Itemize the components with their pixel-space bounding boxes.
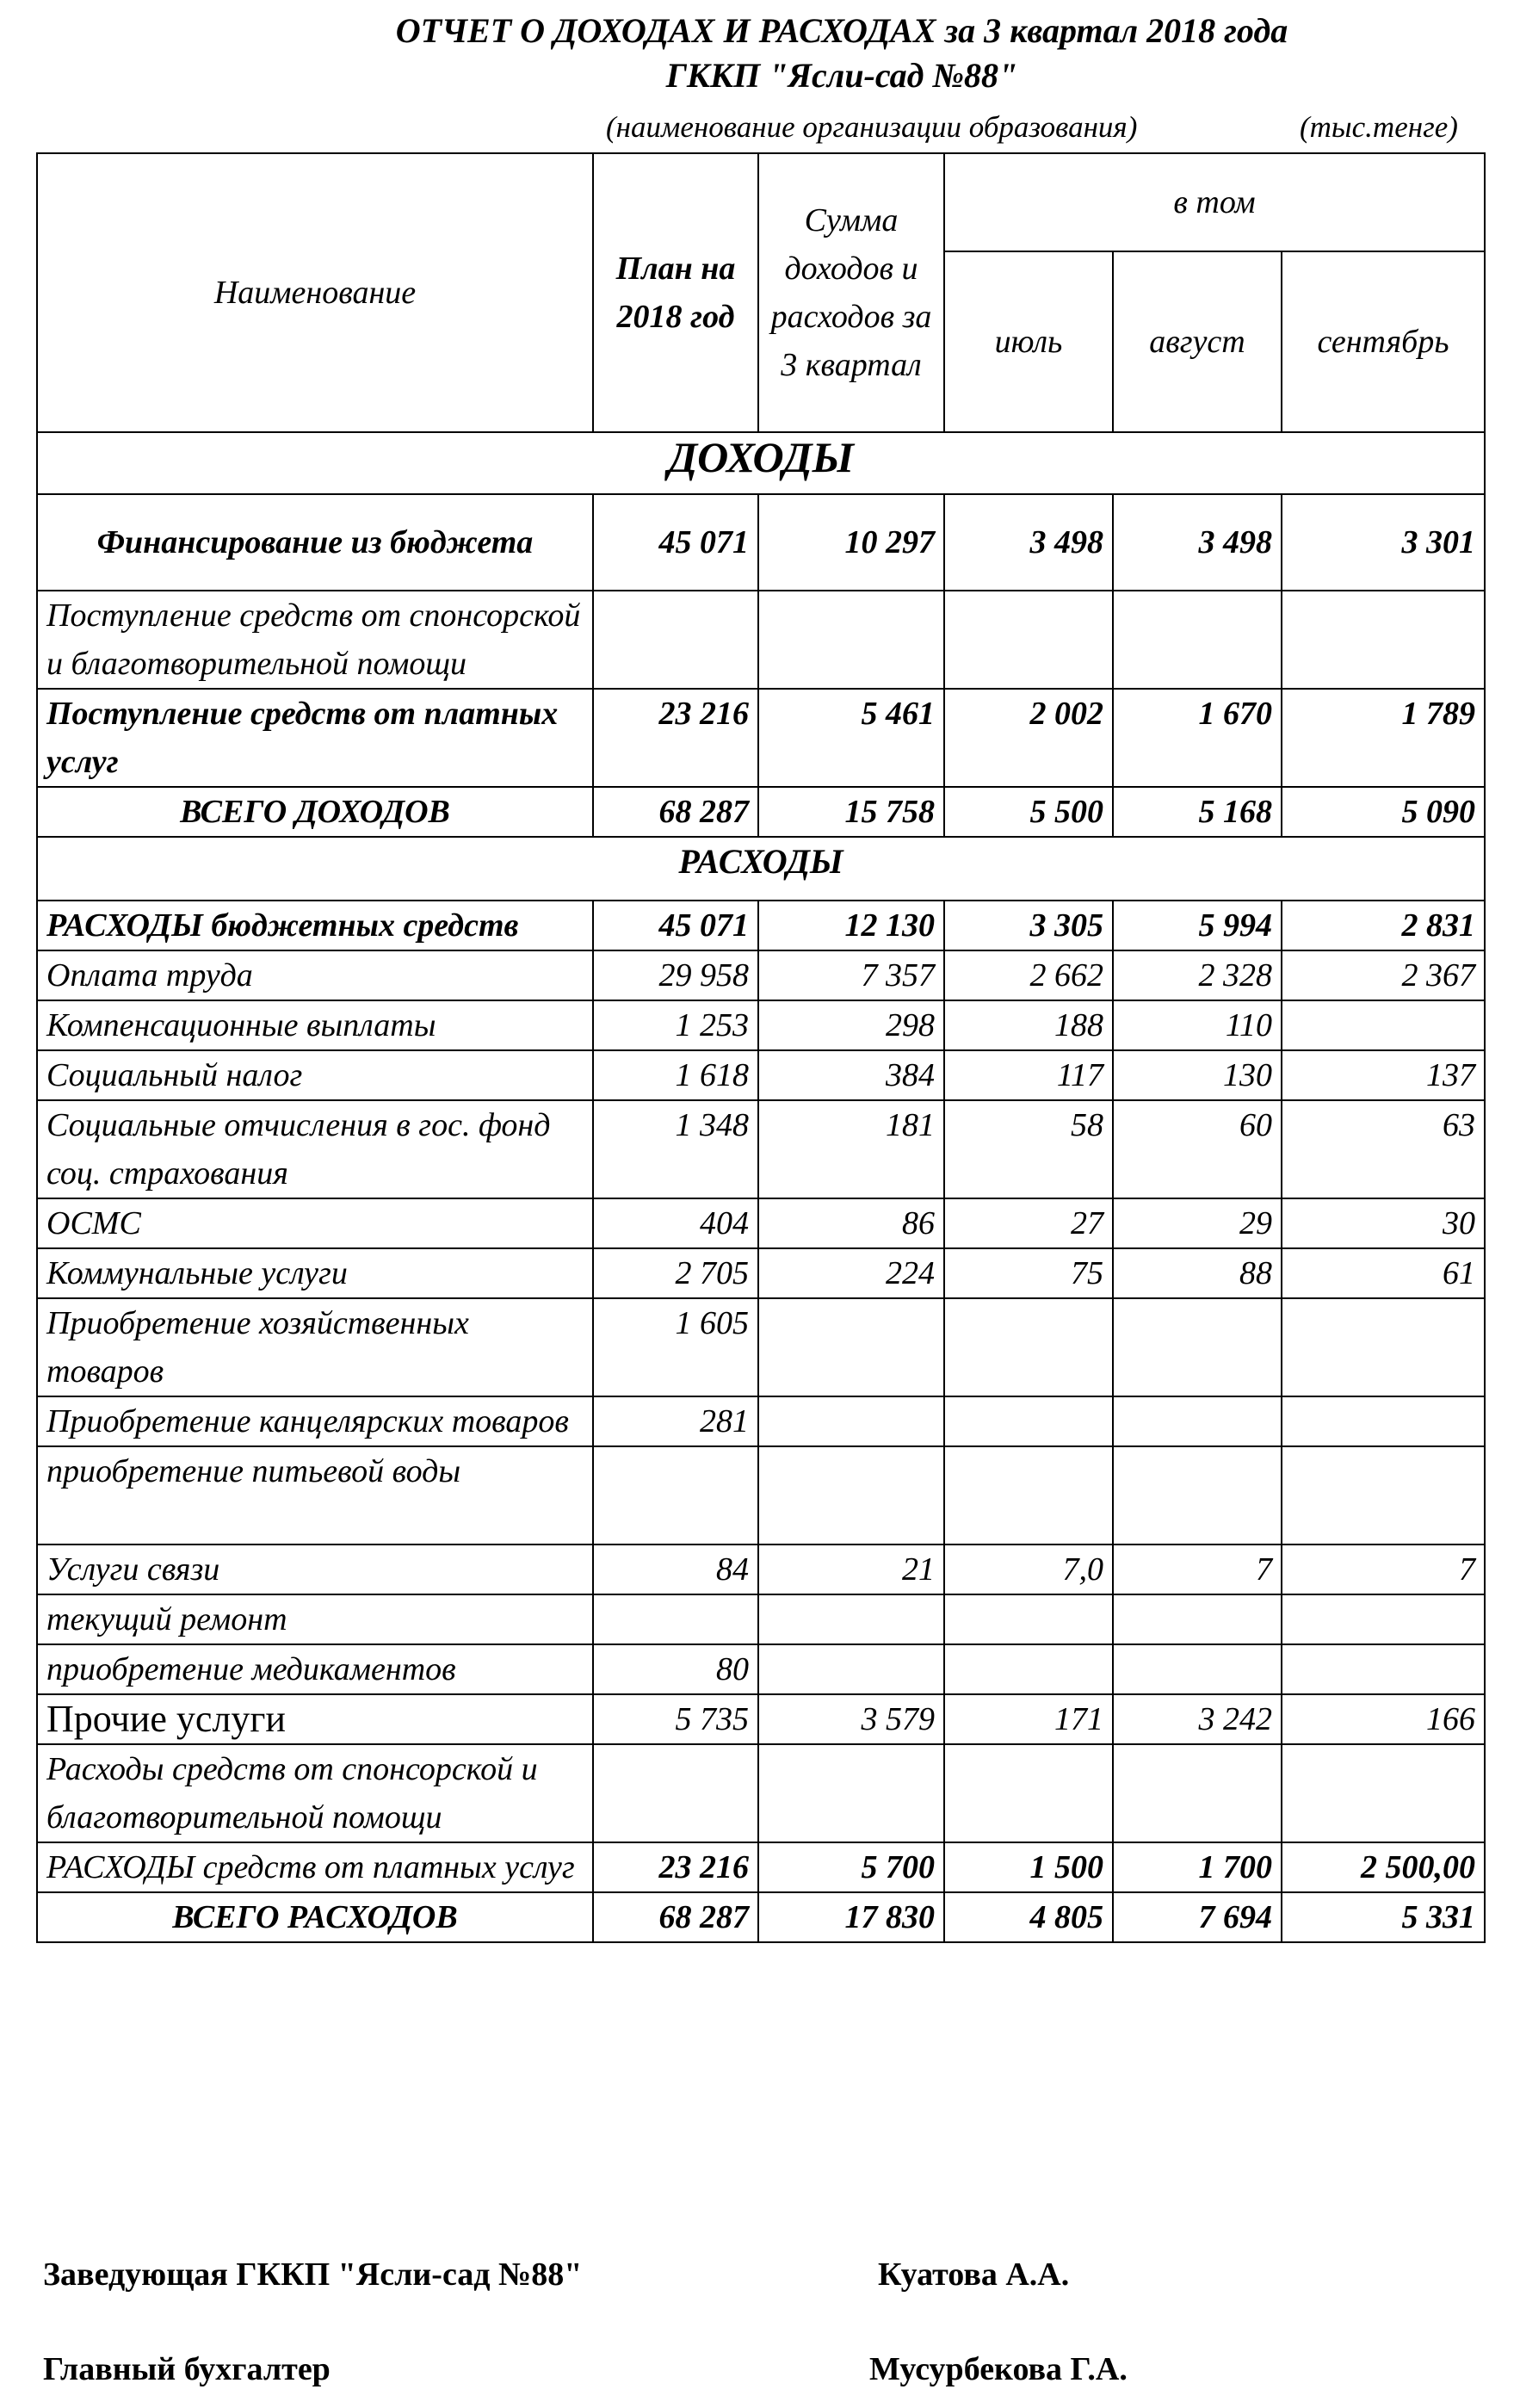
cell-july: 5 500 xyxy=(944,787,1113,837)
cell-august xyxy=(1113,591,1282,689)
cell-plan: 68 287 xyxy=(593,1892,758,1942)
table-row xyxy=(37,1000,1485,1050)
cell-quarter xyxy=(758,1298,944,1396)
cell-july: 3 305 xyxy=(944,901,1113,950)
cell-plan: 29 958 xyxy=(593,950,758,1000)
cell-quarter: 10 297 xyxy=(758,494,944,591)
cell-august: 5 168 xyxy=(1113,787,1282,837)
cell-august: 5 994 xyxy=(1113,901,1282,950)
row-name: ВСЕГО ДОХОДОВ xyxy=(37,787,593,837)
cell-july xyxy=(944,1594,1113,1644)
table-row xyxy=(37,1744,1485,1842)
cell-plan: 80 xyxy=(593,1644,758,1694)
cell-august: 130 xyxy=(1113,1050,1282,1100)
row-name: приобретение медикаментов xyxy=(37,1644,593,1694)
cell-july: 75 xyxy=(944,1248,1113,1298)
table-row xyxy=(37,1644,1485,1694)
row-name: ОСМС xyxy=(37,1198,593,1248)
row-name: Социальные отчисления в гос. фонд соц. страхования xyxy=(37,1100,593,1198)
header-including: в том xyxy=(944,153,1485,251)
cell-plan xyxy=(593,1446,758,1544)
cell-september: 5 090 xyxy=(1282,787,1485,837)
cell-august xyxy=(1113,1594,1282,1644)
cell-july: 27 xyxy=(944,1198,1113,1248)
cell-plan xyxy=(593,1594,758,1644)
cell-august: 3 242 xyxy=(1113,1694,1282,1744)
cell-september: 3 301 xyxy=(1282,494,1485,591)
cell-quarter xyxy=(758,1594,944,1644)
cell-august: 60 xyxy=(1113,1100,1282,1198)
cell-july: 4 805 xyxy=(944,1892,1113,1942)
row-name: Поступление средств от платных услуг xyxy=(37,689,593,787)
cell-september: 1 789 xyxy=(1282,689,1485,787)
cell-september xyxy=(1282,1298,1485,1396)
cell-august xyxy=(1113,1298,1282,1396)
cell-august xyxy=(1113,1396,1282,1446)
table-row xyxy=(37,1544,1485,1594)
head-name: Куатова А.А. xyxy=(878,2256,1070,2293)
cell-august: 1 700 xyxy=(1113,1842,1282,1892)
cell-plan: 404 xyxy=(593,1198,758,1248)
cell-july: 7,0 xyxy=(944,1544,1113,1594)
cell-plan: 1 348 xyxy=(593,1100,758,1198)
row-name: Компенсационные выплаты xyxy=(37,1000,593,1050)
cell-august: 88 xyxy=(1113,1248,1282,1298)
table-row xyxy=(37,1100,1485,1198)
cell-august: 7 xyxy=(1113,1544,1282,1594)
organization-name: ГККП "Ясли-сад №88" xyxy=(665,56,1018,95)
cell-quarter: 86 xyxy=(758,1198,944,1248)
report-title: ОТЧЕТ О ДОХОДАХ И РАСХОДАХ за 3 квартал 2018 года xyxy=(395,11,1288,50)
cell-july xyxy=(944,1744,1113,1842)
cell-quarter xyxy=(758,591,944,689)
cell-quarter xyxy=(758,1744,944,1842)
cell-july xyxy=(944,1396,1113,1446)
cell-july: 171 xyxy=(944,1694,1113,1744)
cell-august: 1 670 xyxy=(1113,689,1282,787)
cell-quarter: 3 579 xyxy=(758,1694,944,1744)
cell-august: 7 694 xyxy=(1113,1892,1282,1942)
cell-september xyxy=(1282,1446,1485,1544)
cell-july xyxy=(944,1298,1113,1396)
cell-plan: 23 216 xyxy=(593,689,758,787)
accountant-name: Мусурбекова Г.А. xyxy=(869,2351,1128,2387)
cell-august: 2 328 xyxy=(1113,950,1282,1000)
cell-september: 2 367 xyxy=(1282,950,1485,1000)
cell-july: 2 662 xyxy=(944,950,1113,1000)
row-name: РАСХОДЫ средств от платных услуг xyxy=(37,1842,593,1892)
cell-september: 2 831 xyxy=(1282,901,1485,950)
cell-quarter: 224 xyxy=(758,1248,944,1298)
row-name: Социальный налог xyxy=(37,1050,593,1100)
cell-quarter: 298 xyxy=(758,1000,944,1050)
table-row xyxy=(37,1842,1485,1892)
row-name: РАСХОДЫ бюджетных средств xyxy=(37,901,593,950)
row-name: Приобретение канцелярских товаров xyxy=(37,1396,593,1446)
row-name: текущий ремонт xyxy=(37,1594,593,1644)
cell-plan: 1 253 xyxy=(593,1000,758,1050)
table-row xyxy=(37,689,1485,787)
cell-september xyxy=(1282,1744,1485,1842)
cell-july xyxy=(944,591,1113,689)
cell-july: 2 002 xyxy=(944,689,1113,787)
table-row xyxy=(37,1298,1485,1396)
cell-july: 1 500 xyxy=(944,1842,1113,1892)
cell-plan: 5 735 xyxy=(593,1694,758,1744)
cell-plan xyxy=(593,591,758,689)
row-name: Расходы средств от спонсорской и благотворительной помощи xyxy=(37,1744,593,1842)
table-row xyxy=(37,1396,1485,1446)
cell-september xyxy=(1282,1644,1485,1694)
row-name: Услуги связи xyxy=(37,1544,593,1594)
cell-august: 110 xyxy=(1113,1000,1282,1050)
row-name: приобретение питьевой воды xyxy=(37,1446,593,1544)
cell-plan: 1 605 xyxy=(593,1298,758,1396)
cell-september: 63 xyxy=(1282,1100,1485,1198)
cell-september xyxy=(1282,1000,1485,1050)
cell-plan: 68 287 xyxy=(593,787,758,837)
cell-plan: 45 071 xyxy=(593,494,758,591)
table-row xyxy=(37,1694,1485,1744)
table-row xyxy=(37,494,1485,591)
cell-quarter: 17 830 xyxy=(758,1892,944,1942)
table-row xyxy=(37,1892,1485,1942)
cell-plan xyxy=(593,1744,758,1842)
table-row xyxy=(37,901,1485,950)
cell-august xyxy=(1113,1744,1282,1842)
cell-plan: 45 071 xyxy=(593,901,758,950)
cell-quarter: 7 357 xyxy=(758,950,944,1000)
row-name: Поступление средств от спонсорской и благотворительной помощи xyxy=(37,591,593,689)
row-name: ВСЕГО РАСХОДОВ xyxy=(37,1892,593,1942)
head-role: Заведующая ГККП "Ясли-сад №88" xyxy=(43,2256,583,2293)
cell-plan: 23 216 xyxy=(593,1842,758,1892)
cell-july xyxy=(944,1446,1113,1544)
cell-july: 58 xyxy=(944,1100,1113,1198)
row-name: Финансирование из бюджета xyxy=(37,494,593,591)
header-september: сентябрь xyxy=(1282,251,1485,432)
cell-quarter xyxy=(758,1396,944,1446)
table-row xyxy=(37,1594,1485,1644)
cell-august: 29 xyxy=(1113,1198,1282,1248)
income-section-header: ДОХОДЫ xyxy=(37,432,1485,494)
cell-september: 5 331 xyxy=(1282,1892,1485,1942)
cell-july: 3 498 xyxy=(944,494,1113,591)
cell-july: 117 xyxy=(944,1050,1113,1100)
cell-august xyxy=(1113,1446,1282,1544)
table-row xyxy=(37,591,1485,689)
cell-september xyxy=(1282,1594,1485,1644)
header-august: август xyxy=(1113,251,1282,432)
cell-september: 137 xyxy=(1282,1050,1485,1100)
organization-note: (наименование организации образования) xyxy=(606,110,1138,144)
table-row xyxy=(37,1248,1485,1298)
accountant-role: Главный бухгалтер xyxy=(43,2351,331,2387)
table-row xyxy=(37,1446,1485,1544)
table-row xyxy=(37,787,1485,837)
cell-september xyxy=(1282,1396,1485,1446)
header-quarter: Сумма доходов и расходов за 3 квартал xyxy=(758,153,944,432)
unit-note: (тыс.тенге) xyxy=(1300,110,1458,144)
cell-plan: 281 xyxy=(593,1396,758,1446)
cell-plan: 1 618 xyxy=(593,1050,758,1100)
cell-quarter: 181 xyxy=(758,1100,944,1198)
table-row xyxy=(37,950,1485,1000)
header-plan: План на 2018 год xyxy=(593,153,758,432)
cell-plan: 84 xyxy=(593,1544,758,1594)
cell-quarter xyxy=(758,1446,944,1544)
report-table xyxy=(36,152,1486,1943)
cell-quarter xyxy=(758,1644,944,1694)
row-name: Прочие услуги xyxy=(37,1694,593,1744)
cell-july xyxy=(944,1644,1113,1694)
cell-september xyxy=(1282,591,1485,689)
cell-september: 30 xyxy=(1282,1198,1485,1248)
header-july: июль xyxy=(944,251,1113,432)
cell-plan: 2 705 xyxy=(593,1248,758,1298)
cell-september: 2 500,00 xyxy=(1282,1842,1485,1892)
table-row xyxy=(37,1198,1485,1248)
cell-july: 188 xyxy=(944,1000,1113,1050)
cell-august xyxy=(1113,1644,1282,1694)
expense-section-header: РАСХОДЫ xyxy=(37,837,1485,901)
cell-quarter: 15 758 xyxy=(758,787,944,837)
table-row xyxy=(37,1050,1485,1100)
cell-quarter: 384 xyxy=(758,1050,944,1100)
cell-september: 166 xyxy=(1282,1694,1485,1744)
row-name: Коммунальные услуги xyxy=(37,1248,593,1298)
cell-september: 7 xyxy=(1282,1544,1485,1594)
cell-quarter: 5 461 xyxy=(758,689,944,787)
cell-september: 61 xyxy=(1282,1248,1485,1298)
cell-august: 3 498 xyxy=(1113,494,1282,591)
row-name: Оплата труда xyxy=(37,950,593,1000)
row-name: Приобретение хозяйственных товаров xyxy=(37,1298,593,1396)
header-name: Наименование xyxy=(37,153,593,432)
cell-quarter: 12 130 xyxy=(758,901,944,950)
cell-quarter: 5 700 xyxy=(758,1842,944,1892)
cell-quarter: 21 xyxy=(758,1544,944,1594)
